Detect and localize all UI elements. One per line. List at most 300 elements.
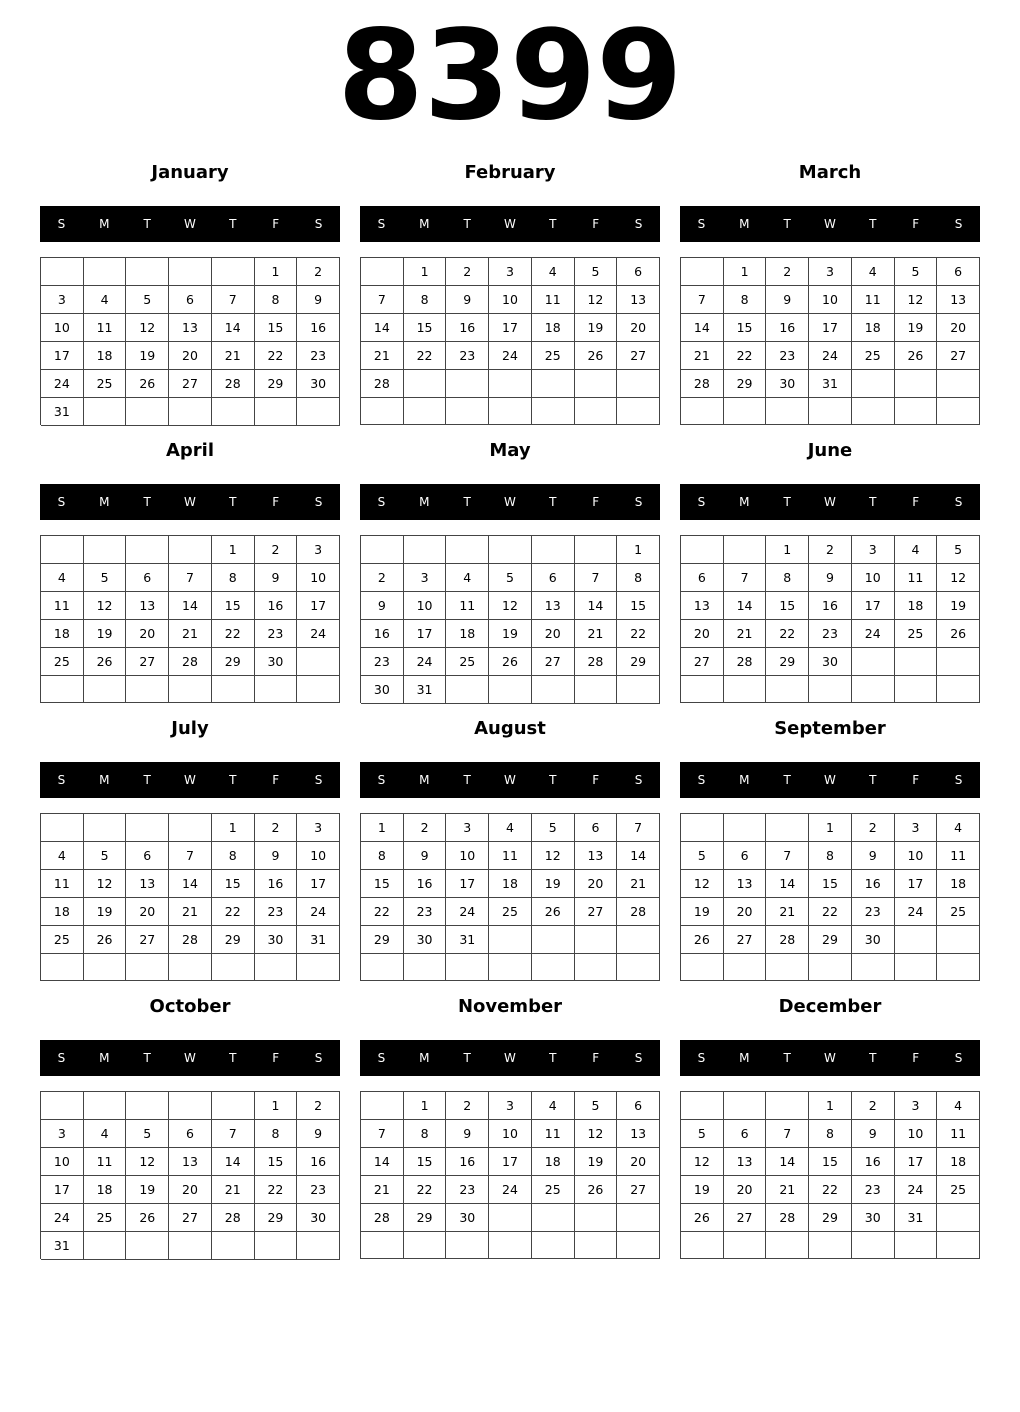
day-cell: 26 xyxy=(681,1204,724,1232)
day-cell: 3 xyxy=(297,536,340,564)
day-cell xyxy=(937,648,980,676)
day-cell: 16 xyxy=(446,1148,489,1176)
day-cell: 15 xyxy=(361,870,404,898)
day-cell xyxy=(297,1232,340,1260)
day-cell: 25 xyxy=(489,898,532,926)
day-cell: 4 xyxy=(41,564,84,592)
day-cell xyxy=(852,398,895,425)
day-cell xyxy=(212,676,255,703)
day-cell: 16 xyxy=(404,870,447,898)
weekday-label: T xyxy=(463,1051,471,1065)
day-cell: 1 xyxy=(617,536,660,564)
day-cell: 9 xyxy=(297,1120,340,1148)
day-cell xyxy=(617,398,660,425)
day-grid xyxy=(40,1091,340,1259)
day-cell: 26 xyxy=(937,620,980,648)
weekday-label: T xyxy=(869,1051,877,1065)
day-grid xyxy=(40,257,340,425)
day-cell: 1 xyxy=(724,258,767,286)
day-cell: 12 xyxy=(575,286,618,314)
day-cell xyxy=(297,954,340,981)
day-cell xyxy=(575,676,618,704)
day-cell: 23 xyxy=(404,898,447,926)
day-cell: 20 xyxy=(617,314,660,342)
day-cell xyxy=(169,536,212,564)
day-cell: 4 xyxy=(446,564,489,592)
day-cell: 18 xyxy=(84,1176,127,1204)
day-cell: 1 xyxy=(212,536,255,564)
day-cell: 8 xyxy=(617,564,660,592)
day-cell: 27 xyxy=(617,342,660,370)
day-cell: 29 xyxy=(404,1204,447,1232)
day-cell: 11 xyxy=(84,314,127,342)
day-cell: 31 xyxy=(41,1232,84,1260)
day-cell xyxy=(575,926,618,954)
day-cell: 1 xyxy=(809,1092,852,1120)
weekday-label: W xyxy=(824,217,836,231)
weekday-header xyxy=(40,1040,340,1076)
month-title: November xyxy=(457,996,563,1017)
day-cell xyxy=(84,1232,127,1260)
day-cell: 8 xyxy=(809,842,852,870)
day-cell: 31 xyxy=(404,676,447,704)
day-cell: 10 xyxy=(852,564,895,592)
day-cell: 27 xyxy=(126,648,169,676)
day-cell: 24 xyxy=(446,898,489,926)
day-cell: 19 xyxy=(84,898,127,926)
day-cell xyxy=(212,954,255,981)
weekday-label: M xyxy=(99,1051,110,1065)
day-cell: 22 xyxy=(404,342,447,370)
day-cell: 2 xyxy=(255,536,298,564)
day-cell xyxy=(852,676,895,703)
weekday-label: S xyxy=(634,1051,643,1065)
day-cell xyxy=(169,258,212,286)
day-cell: 14 xyxy=(681,314,724,342)
day-cell xyxy=(297,398,340,426)
day-cell xyxy=(766,1092,809,1120)
day-cell: 23 xyxy=(255,620,298,648)
day-cell: 22 xyxy=(212,898,255,926)
day-cell: 7 xyxy=(766,1120,809,1148)
day-cell: 11 xyxy=(852,286,895,314)
day-cell xyxy=(255,676,298,703)
day-cell: 28 xyxy=(724,648,767,676)
day-cell: 10 xyxy=(446,842,489,870)
day-cell xyxy=(126,1092,169,1120)
day-cell: 20 xyxy=(575,870,618,898)
day-cell xyxy=(575,370,618,398)
weekday-label: M xyxy=(739,217,750,231)
day-cell: 29 xyxy=(724,370,767,398)
day-cell xyxy=(169,676,212,703)
day-cell: 6 xyxy=(126,842,169,870)
day-cell xyxy=(489,536,532,564)
day-cell: 1 xyxy=(766,536,809,564)
weekday-header xyxy=(360,484,660,520)
day-cell xyxy=(489,398,532,425)
weekday-label: T xyxy=(143,217,151,231)
day-cell xyxy=(84,954,127,981)
day-cell xyxy=(255,398,298,426)
day-cell: 14 xyxy=(169,870,212,898)
weekday-label: S xyxy=(314,217,323,231)
day-cell: 22 xyxy=(255,342,298,370)
day-cell xyxy=(895,648,938,676)
day-cell: 16 xyxy=(809,592,852,620)
day-cell: 4 xyxy=(84,1120,127,1148)
day-cell: 8 xyxy=(255,286,298,314)
day-cell xyxy=(169,1092,212,1120)
day-cell: 10 xyxy=(404,592,447,620)
day-cell: 26 xyxy=(575,342,618,370)
weekday-label: S xyxy=(377,217,386,231)
day-cell: 21 xyxy=(681,342,724,370)
month-title: March xyxy=(798,162,862,183)
day-cell: 18 xyxy=(532,1148,575,1176)
day-cell: 13 xyxy=(169,314,212,342)
day-cell: 13 xyxy=(724,870,767,898)
day-cell: 16 xyxy=(446,314,489,342)
day-cell: 23 xyxy=(446,1176,489,1204)
day-cell xyxy=(937,926,980,954)
day-cell xyxy=(446,1232,489,1259)
weekday-label: T xyxy=(463,217,471,231)
day-cell: 27 xyxy=(617,1176,660,1204)
day-cell: 30 xyxy=(404,926,447,954)
day-cell xyxy=(937,1232,980,1259)
day-cell: 24 xyxy=(41,370,84,398)
day-cell: 8 xyxy=(361,842,404,870)
day-cell: 8 xyxy=(404,286,447,314)
day-cell: 25 xyxy=(937,1176,980,1204)
day-cell: 5 xyxy=(895,258,938,286)
day-cell: 26 xyxy=(126,1204,169,1232)
day-cell: 19 xyxy=(126,342,169,370)
day-cell: 14 xyxy=(212,1148,255,1176)
day-cell xyxy=(809,676,852,703)
day-cell xyxy=(126,536,169,564)
weekday-label: M xyxy=(739,1051,750,1065)
day-cell xyxy=(809,398,852,425)
day-cell: 13 xyxy=(532,592,575,620)
day-cell: 31 xyxy=(446,926,489,954)
day-cell: 19 xyxy=(575,1148,618,1176)
day-cell xyxy=(724,1232,767,1259)
weekday-label: F xyxy=(272,773,280,787)
day-cell: 10 xyxy=(489,1120,532,1148)
day-cell: 8 xyxy=(724,286,767,314)
weekday-label: T xyxy=(229,1051,237,1065)
day-cell xyxy=(446,536,489,564)
day-cell: 6 xyxy=(724,1120,767,1148)
day-cell: 31 xyxy=(895,1204,938,1232)
day-cell: 8 xyxy=(766,564,809,592)
day-cell: 15 xyxy=(404,1148,447,1176)
day-cell: 27 xyxy=(937,342,980,370)
day-cell: 31 xyxy=(297,926,340,954)
day-cell: 12 xyxy=(937,564,980,592)
day-cell: 4 xyxy=(532,1092,575,1120)
weekday-label: W xyxy=(504,1051,516,1065)
day-cell: 22 xyxy=(766,620,809,648)
day-cell: 7 xyxy=(724,564,767,592)
day-cell: 23 xyxy=(766,342,809,370)
day-cell: 2 xyxy=(809,536,852,564)
day-cell xyxy=(126,954,169,981)
day-cell: 10 xyxy=(895,842,938,870)
weekday-label: S xyxy=(314,495,323,509)
day-cell: 19 xyxy=(575,314,618,342)
day-cell: 14 xyxy=(212,314,255,342)
day-cell: 27 xyxy=(532,648,575,676)
day-cell: 3 xyxy=(895,814,938,842)
day-cell: 11 xyxy=(41,592,84,620)
day-cell: 17 xyxy=(895,870,938,898)
day-cell xyxy=(724,536,767,564)
day-cell xyxy=(126,398,169,426)
day-cell: 3 xyxy=(809,258,852,286)
weekday-header xyxy=(680,762,980,798)
day-cell: 6 xyxy=(575,814,618,842)
day-cell xyxy=(169,814,212,842)
weekday-label: W xyxy=(184,217,196,231)
day-cell: 27 xyxy=(681,648,724,676)
day-cell: 1 xyxy=(255,258,298,286)
month-title: June xyxy=(807,440,853,461)
day-cell: 16 xyxy=(766,314,809,342)
day-cell: 16 xyxy=(255,870,298,898)
weekday-label: F xyxy=(592,217,600,231)
day-cell: 2 xyxy=(446,1092,489,1120)
day-cell: 26 xyxy=(895,342,938,370)
day-cell: 3 xyxy=(41,286,84,314)
day-cell: 18 xyxy=(489,870,532,898)
day-cell: 11 xyxy=(937,1120,980,1148)
day-cell: 21 xyxy=(361,1176,404,1204)
weekday-label: S xyxy=(57,1051,66,1065)
day-cell: 25 xyxy=(41,648,84,676)
day-grid xyxy=(680,1091,980,1259)
day-cell: 1 xyxy=(809,814,852,842)
day-cell: 23 xyxy=(809,620,852,648)
day-cell: 7 xyxy=(681,286,724,314)
weekday-label: S xyxy=(377,1051,386,1065)
day-cell xyxy=(84,258,127,286)
weekday-header xyxy=(360,206,660,242)
day-cell: 5 xyxy=(937,536,980,564)
weekday-label: M xyxy=(419,773,430,787)
day-cell xyxy=(681,1092,724,1120)
day-cell xyxy=(169,954,212,981)
day-cell xyxy=(255,954,298,981)
weekday-header xyxy=(680,1040,980,1076)
day-cell xyxy=(404,398,447,425)
day-cell: 25 xyxy=(937,898,980,926)
day-cell xyxy=(575,398,618,425)
day-cell: 21 xyxy=(212,342,255,370)
day-cell: 7 xyxy=(212,286,255,314)
day-cell: 10 xyxy=(895,1120,938,1148)
day-cell xyxy=(724,814,767,842)
weekday-label: S xyxy=(697,1051,706,1065)
weekday-label: F xyxy=(272,217,280,231)
day-cell xyxy=(617,1232,660,1259)
day-cell: 11 xyxy=(84,1148,127,1176)
day-cell: 24 xyxy=(297,898,340,926)
day-cell xyxy=(575,536,618,564)
day-cell: 8 xyxy=(809,1120,852,1148)
day-cell xyxy=(126,814,169,842)
day-cell: 24 xyxy=(809,342,852,370)
weekday-header xyxy=(360,1040,660,1076)
day-cell: 11 xyxy=(532,1120,575,1148)
weekday-label: T xyxy=(229,773,237,787)
day-cell: 19 xyxy=(895,314,938,342)
day-cell: 8 xyxy=(212,564,255,592)
day-cell: 17 xyxy=(41,342,84,370)
day-cell: 19 xyxy=(681,898,724,926)
day-cell: 6 xyxy=(169,286,212,314)
day-cell: 24 xyxy=(895,1176,938,1204)
day-cell xyxy=(575,1232,618,1259)
day-cell xyxy=(809,954,852,981)
weekday-label: F xyxy=(912,773,920,787)
day-cell: 6 xyxy=(617,258,660,286)
day-cell: 30 xyxy=(446,1204,489,1232)
day-cell xyxy=(937,370,980,398)
day-cell xyxy=(617,370,660,398)
day-cell: 30 xyxy=(852,1204,895,1232)
weekday-label: T xyxy=(783,495,791,509)
month-title: October xyxy=(149,996,231,1017)
weekday-label: S xyxy=(314,773,323,787)
day-cell: 17 xyxy=(895,1148,938,1176)
weekday-label: F xyxy=(592,1051,600,1065)
day-cell: 5 xyxy=(681,842,724,870)
day-cell: 28 xyxy=(361,370,404,398)
day-cell xyxy=(84,536,127,564)
day-cell xyxy=(361,258,404,286)
day-cell xyxy=(532,370,575,398)
day-cell: 18 xyxy=(895,592,938,620)
day-cell xyxy=(937,398,980,425)
day-cell: 17 xyxy=(489,314,532,342)
day-cell: 30 xyxy=(809,648,852,676)
day-cell: 25 xyxy=(532,342,575,370)
day-cell: 7 xyxy=(169,564,212,592)
day-cell xyxy=(852,954,895,981)
day-cell: 17 xyxy=(297,870,340,898)
day-cell: 29 xyxy=(766,648,809,676)
day-cell: 20 xyxy=(681,620,724,648)
day-cell: 22 xyxy=(724,342,767,370)
day-cell: 9 xyxy=(404,842,447,870)
day-cell: 24 xyxy=(41,1204,84,1232)
day-cell: 21 xyxy=(617,870,660,898)
day-cell: 15 xyxy=(212,870,255,898)
day-cell: 9 xyxy=(297,286,340,314)
weekday-label: T xyxy=(783,1051,791,1065)
day-cell: 3 xyxy=(489,258,532,286)
day-cell: 16 xyxy=(297,1148,340,1176)
day-cell xyxy=(809,1232,852,1259)
day-cell: 2 xyxy=(446,258,489,286)
day-cell: 23 xyxy=(255,898,298,926)
weekday-label: M xyxy=(739,773,750,787)
day-cell: 26 xyxy=(84,926,127,954)
day-cell: 3 xyxy=(404,564,447,592)
month-title: April xyxy=(165,440,215,461)
day-cell xyxy=(895,954,938,981)
day-cell: 3 xyxy=(446,814,489,842)
day-cell: 13 xyxy=(126,592,169,620)
day-cell: 4 xyxy=(84,286,127,314)
day-cell: 12 xyxy=(489,592,532,620)
day-cell xyxy=(361,1092,404,1120)
day-cell xyxy=(681,954,724,981)
weekday-label: T xyxy=(783,773,791,787)
day-cell: 12 xyxy=(84,592,127,620)
day-cell xyxy=(446,954,489,981)
day-grid xyxy=(360,257,660,425)
day-cell: 4 xyxy=(489,814,532,842)
weekday-label: S xyxy=(634,495,643,509)
day-cell: 29 xyxy=(809,926,852,954)
day-cell: 26 xyxy=(84,648,127,676)
day-cell xyxy=(766,398,809,425)
day-cell: 6 xyxy=(937,258,980,286)
day-cell: 19 xyxy=(84,620,127,648)
day-cell xyxy=(169,398,212,426)
day-cell: 24 xyxy=(404,648,447,676)
day-cell: 2 xyxy=(766,258,809,286)
day-cell: 16 xyxy=(297,314,340,342)
day-cell: 13 xyxy=(575,842,618,870)
day-cell: 18 xyxy=(532,314,575,342)
day-cell xyxy=(724,954,767,981)
day-cell: 23 xyxy=(297,342,340,370)
day-cell: 23 xyxy=(446,342,489,370)
day-cell: 26 xyxy=(575,1176,618,1204)
day-cell: 7 xyxy=(212,1120,255,1148)
day-cell: 22 xyxy=(809,898,852,926)
weekday-label: S xyxy=(697,773,706,787)
day-cell: 19 xyxy=(681,1176,724,1204)
day-cell: 20 xyxy=(724,1176,767,1204)
day-cell: 15 xyxy=(809,870,852,898)
weekday-label: S xyxy=(634,773,643,787)
day-cell: 15 xyxy=(255,314,298,342)
day-cell xyxy=(532,398,575,425)
day-cell: 27 xyxy=(724,926,767,954)
day-cell xyxy=(361,954,404,981)
day-cell: 13 xyxy=(126,870,169,898)
weekday-label: F xyxy=(912,495,920,509)
day-cell: 19 xyxy=(532,870,575,898)
day-cell: 10 xyxy=(809,286,852,314)
day-cell: 10 xyxy=(297,564,340,592)
day-cell: 18 xyxy=(937,1148,980,1176)
day-cell: 6 xyxy=(169,1120,212,1148)
day-grid xyxy=(360,535,660,703)
day-cell: 19 xyxy=(937,592,980,620)
weekday-label: M xyxy=(99,217,110,231)
weekday-header xyxy=(360,762,660,798)
day-cell: 7 xyxy=(575,564,618,592)
day-cell xyxy=(681,1232,724,1259)
day-cell: 17 xyxy=(809,314,852,342)
